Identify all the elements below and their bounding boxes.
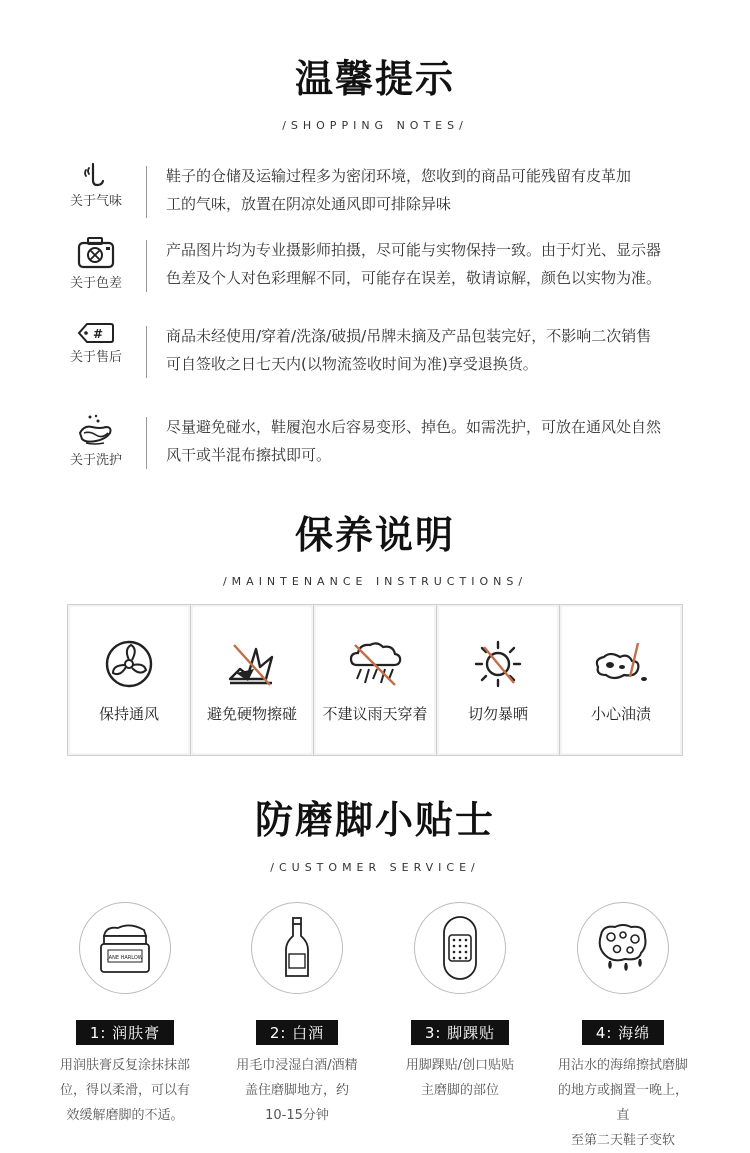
tip-description: 用脚踝贴/创口贴贴 主磨脚的部位 [405, 1058, 515, 1098]
note-label: 关于气味 [69, 194, 122, 209]
maintenance-label: 保持通风 [98, 705, 159, 723]
camera-icon [76, 236, 116, 270]
maintenance-label: 小心油渍 [590, 705, 651, 723]
note-text: 鞋子的仓储及运输过程多为密闭环境，您收到的商品可能残留有皮革加 工的气味，放置在阴凉处通风即可排除异味 [166, 167, 632, 213]
jar-text: JANE HARLOW [107, 955, 143, 961]
maintenance-item-rain [314, 605, 437, 755]
svg-text:#: # [93, 327, 104, 341]
note-row-smell [60, 162, 700, 232]
tips-title: 防磨脚小贴士 [254, 798, 495, 842]
divider [146, 326, 147, 378]
note-text: 产品图片均为专业摄影师拍摄，尽可能与实物保持一致。由于灯光、显示器 色差及个人对色彩理解不同，可能存在误差，敬请谅解，颜色以实物为准。 [166, 241, 662, 287]
shopping-notes-title: 温馨提示 [294, 57, 455, 101]
cream-jar-icon [96, 922, 154, 974]
no-hard-object-icon [226, 639, 278, 689]
divider [146, 166, 147, 218]
tips-subtitle: /CUSTOMER SERVICE/ [270, 861, 480, 874]
maintenance-item-sun [437, 605, 560, 755]
tip-card-liquor [227, 902, 367, 1128]
maintenance-label: 切勿暴晒 [467, 705, 528, 723]
tip-card-cream [55, 902, 195, 1128]
price-tag-icon [77, 322, 115, 344]
note-text: 尽量避免碰水，鞋履泡水后容易变形、掉色。如需洗护，可放在通风处自然 风干或半混布擦拭即可。 [166, 418, 662, 464]
no-rain-icon [347, 639, 403, 689]
tip-description: 用沾水的海绵擦拭磨脚 的地方或搁置一晚上，直 至第二天鞋子变软 [557, 1058, 688, 1148]
maintenance-item-oil [560, 605, 682, 755]
tip-card-sponge [553, 902, 693, 1153]
oil-stain-icon [592, 639, 650, 689]
tip-badge: 4: 海绵 [582, 1020, 664, 1045]
shopping-notes-subtitle: /SHOPPING NOTES/ [282, 119, 468, 132]
divider [146, 240, 147, 292]
note-label: 关于洗护 [69, 453, 122, 468]
maintenance-label: 避免硬物擦碰 [206, 705, 297, 723]
tip-badge: 1: 润肤膏 [76, 1020, 174, 1045]
tip-card-bandage [390, 902, 530, 1103]
note-label: 关于售后 [69, 350, 122, 365]
maintenance-grid [67, 604, 683, 756]
maintenance-subtitle: /MAINTENANCE INSTRUCTIONS/ [222, 575, 528, 588]
divider [146, 417, 147, 469]
note-row-color [60, 236, 700, 306]
liquor-bottle-icon [283, 916, 311, 980]
fan-icon [104, 639, 154, 689]
maintenance-title: 保养说明 [294, 513, 455, 557]
no-sun-icon [472, 639, 524, 689]
note-label: 关于色差 [69, 276, 122, 291]
tip-badge: 3: 脚踝贴 [411, 1020, 509, 1045]
note-row-care [60, 413, 700, 483]
maintenance-item-hard-object [191, 605, 314, 755]
maintenance-label: 不建议雨天穿着 [322, 705, 428, 723]
note-row-after-sales [60, 322, 700, 392]
note-text: 商品未经使用/穿着/洗涤/破损/吊牌未摘及产品包装完好，不影响二次销售 可自签收之日七天内(以物流签收时间为准)享受退换货。 [166, 327, 652, 373]
smell-icon [81, 162, 111, 188]
wash-icon [76, 413, 116, 447]
tip-description: 用毛巾浸湿白酒/酒精 盖住磨脚地方，约 10-15分钟 [236, 1058, 358, 1123]
maintenance-item-ventilate [68, 605, 191, 755]
tip-badge: 2: 白酒 [256, 1020, 338, 1045]
bandage-icon [440, 915, 480, 981]
sponge-icon [595, 921, 651, 975]
tip-description: 用润肤膏反复涂抹抹部 位，得以柔滑，可以有 效缓解磨脚的不适。 [59, 1058, 190, 1123]
